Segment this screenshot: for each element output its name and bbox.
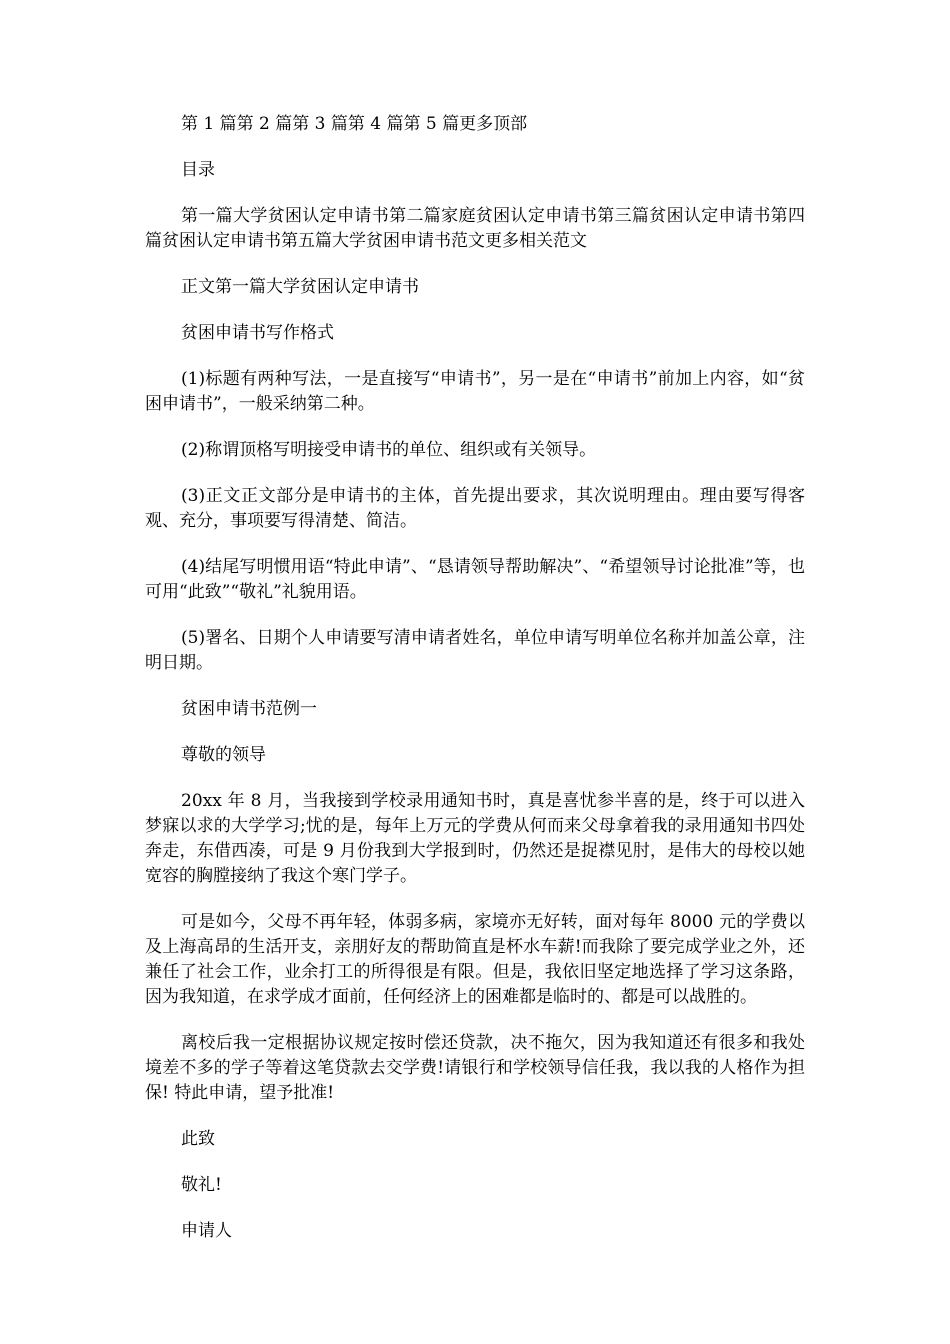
format-item-5: (5)署名、日期个人申请要写清申请者姓名，单位申请写明单位名称并加盖公章，注明日期。: [145, 628, 805, 673]
body-paragraph-1: 20xx 年 8 月，当我接到学校录用通知书时，真是喜忧参半喜的是，终于可以进入梦寐以求的大学学习;忧的是，每年上万元的学费从何而来父母拿着我的录用通知书四处奔走，东借西凑，可是 9 月份我到大学报到时，仍然还是捉襟见肘，是伟大的母校以她宽容的胸膛接纳了我这个寒门学子。: [145, 791, 805, 886]
salutation: 尊敬的领导: [181, 745, 266, 765]
section-title: 正文第一篇大学贫困认定申请书: [181, 277, 419, 297]
format-item-1: (1)标题有两种写法，一是直接写“申请书”，另一是在“申请书”前加上内容，如“贫困申请书”，一般采纳第二种。: [145, 369, 805, 414]
example-heading: 贫困申请书范例一: [181, 699, 317, 719]
closing-1: 此致: [181, 1129, 215, 1149]
nav-links: 第 1 篇第 2 篇第 3 篇第 4 篇第 5 篇更多顶部: [181, 114, 528, 134]
document-body: [145, 112, 805, 1265]
format-item-3: (3)正文正文部分是申请书的主体，首先提出要求，其次说明理由。理由要写得客观、充分，事项要写得清楚、简洁。: [145, 486, 805, 531]
body-paragraph-3: 离校后我一定根据协议规定按时偿还贷款，决不拖欠，因为我知道还有很多和我处境差不多的学子等着这笔贷款去交学费!请银行和学校领导信任我，我以我的人格作为担保! 特此申请，望予批准!: [145, 1033, 805, 1103]
toc-heading: 目录: [181, 160, 215, 180]
closing-2: 敬礼!: [181, 1175, 222, 1195]
body-paragraph-2: 可是如今，父母不再年轻，体弱多病，家境亦无好转，面对每年 8000 元的学费以及上海高昂的生活开支，亲朋好友的帮助简直是杯水车薪!而我除了要完成学业之外，还兼任了社会工作，业余打工的所得很是有限。但是，我依旧坚定地选择了学习这条路，因为我知道，在求学成才面前，任何经济上的困难都是临时的、都是可以战胜的。: [145, 912, 805, 1007]
toc-list: 第一篇大学贫困认定申请书第二篇家庭贫困认定申请书第三篇贫困认定申请书第四篇贫困认定申请书第五篇大学贫困申请书范文更多相关范文: [145, 206, 805, 251]
format-item-2: (2)称谓顶格写明接受申请书的单位、组织或有关领导。: [181, 440, 597, 460]
signature-label: 申请人: [181, 1221, 232, 1241]
format-item-4: (4)结尾写明惯用语“特此申请”、“恳请领导帮助解决”、“希望领导讨论批准”等，也可用“此致”“敬礼”礼貌用语。: [145, 557, 805, 602]
format-heading: 贫困申请书写作格式: [181, 323, 334, 343]
